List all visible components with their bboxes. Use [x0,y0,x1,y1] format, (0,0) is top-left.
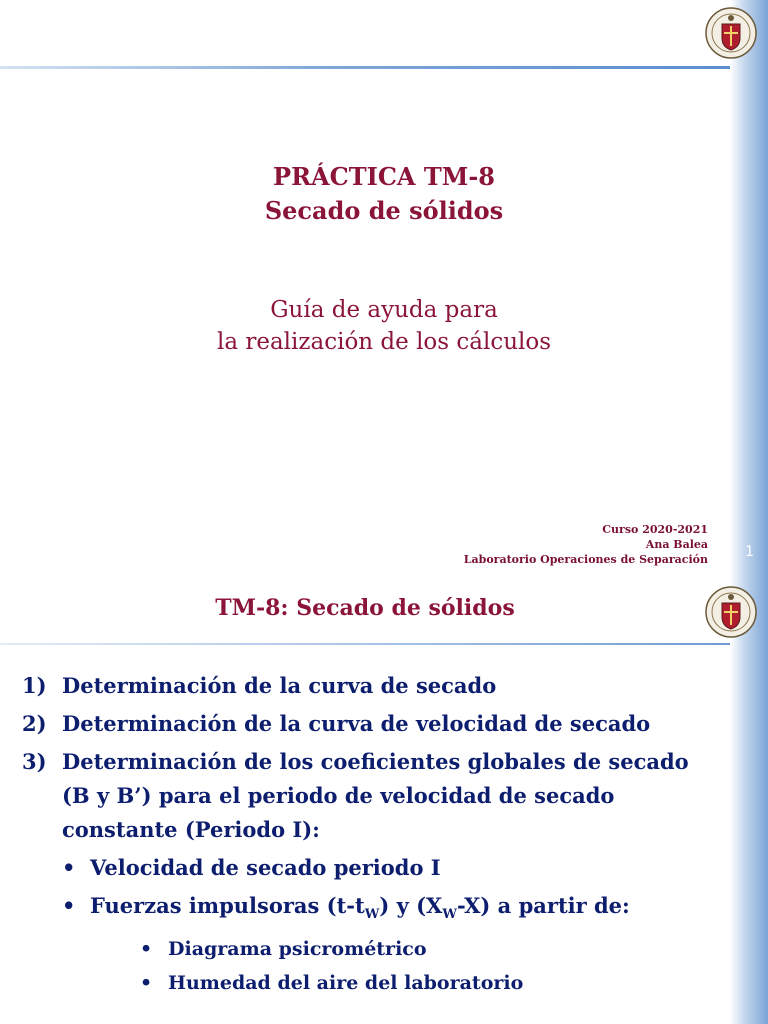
sub-sub-bullet [22,932,712,966]
sub-sub-bullet-text: Diagrama psicrométrico [168,938,427,961]
list-text: Determinación de los coeficientes globales de secado (B y B’) para el periodo de velocidad de secado constante (Periodo I): [62,749,689,842]
bullet-icon: • [140,972,153,995]
side-rail [730,0,768,575]
bullet-icon: • [62,855,76,880]
driving-force-text-1: Fuerzas impulsoras (t-t [90,893,365,918]
list-item [22,707,712,741]
list-item [22,745,712,847]
slide-title-line-1: PRÁCTICA TM-8 [273,162,495,191]
sub-bullet [22,889,712,932]
sub-sub-bullet [22,966,712,1000]
sub-bullet [22,851,712,885]
bullet-icon: • [140,938,153,961]
side-rail [730,575,768,1024]
list-text: Determinación de la curva de velocidad de secado [62,711,651,736]
subscript-w: W [442,907,457,923]
slide-title-line-2: Secado de sólidos [264,196,504,225]
credit-author: Ana Balea [645,538,708,551]
slide-subtitle-line-2: la realización de los cálculos [216,329,552,355]
bullet-icon: • [62,893,76,918]
title-rule [0,643,730,645]
subscript-w: W [364,907,380,923]
header-rule [0,66,730,69]
university-crest-icon [704,585,758,639]
driving-force-text-3: -X) a partir de: [456,893,630,918]
slide-2-body [22,669,712,1000]
list-text: Determinación de la curva de secado [62,673,497,698]
credit-lab: Laboratorio Operaciones de Separación [463,553,708,566]
driving-force-text-2: ) y (X [379,893,443,918]
sub-bullet-text: Velocidad de secado periodo I [90,855,441,880]
slide-2-title: TM-8: Secado de sólidos [215,595,515,621]
list-number: 2) [22,711,47,736]
slide-2 [0,575,768,1024]
list-item [22,669,712,703]
slide-subtitle-line-1: Guía de ayuda para [270,297,498,323]
credits-block [464,522,708,567]
sub-bullet-text [90,893,630,923]
list-number: 3) [22,749,47,774]
list-number: 1) [22,673,47,698]
university-crest-icon [704,6,758,60]
page-number: 1 [745,544,754,560]
sub-sub-bullet-text: Humedad del aire del laboratorio [168,972,524,995]
credit-course: Curso 2020-2021 [602,523,708,536]
